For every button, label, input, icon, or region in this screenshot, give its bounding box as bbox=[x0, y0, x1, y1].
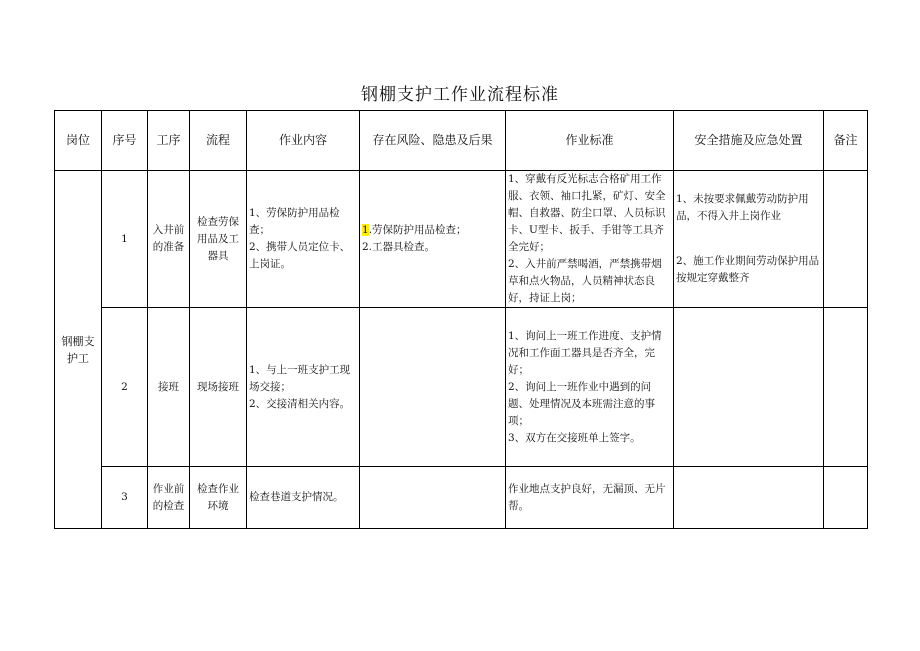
content-cell bbox=[247, 308, 360, 467]
table-row bbox=[55, 171, 868, 308]
seq-cell: 3 bbox=[102, 467, 148, 529]
seq-cell: 1 bbox=[102, 171, 148, 308]
header-row bbox=[55, 111, 868, 171]
highlight-mark: 1 bbox=[362, 224, 369, 236]
step-cell: 接班 bbox=[148, 308, 190, 467]
table-row bbox=[55, 467, 868, 529]
spacer bbox=[676, 225, 821, 253]
standard-line: 作业地点支护良好，无漏顶、无片帮。 bbox=[508, 482, 666, 512]
risk-line bbox=[362, 222, 503, 239]
safety-line: 2、施工作业期间劳动保护用品按规定穿戴整齐 bbox=[676, 255, 820, 284]
header-cell: 序号 bbox=[102, 111, 148, 171]
risk-line: 2.工器具检查。 bbox=[362, 241, 436, 253]
note-cell bbox=[824, 171, 868, 308]
process-cell: 检查作业环境 bbox=[190, 467, 247, 529]
risk-cell bbox=[360, 467, 506, 529]
header-cell: 工序 bbox=[148, 111, 190, 171]
safety-cell bbox=[674, 171, 824, 308]
workflow-table bbox=[54, 110, 868, 529]
header-cell: 存在风险、隐患及后果 bbox=[360, 111, 506, 171]
standard-line: 2、入井前严禁喝酒，严禁携带烟草和点火物品，人员精神状态良好，持证上岗； bbox=[508, 258, 662, 304]
header-cell: 备注 bbox=[824, 111, 868, 171]
table-row bbox=[55, 308, 868, 467]
note-cell bbox=[824, 467, 868, 529]
header-cell: 流程 bbox=[190, 111, 247, 171]
content-line: 1、劳保防护用品检查； bbox=[249, 207, 340, 236]
process-cell: 现场接班 bbox=[190, 308, 247, 467]
risk-cell bbox=[360, 308, 506, 467]
post-cell bbox=[55, 171, 102, 529]
risk-text: .劳保防护用品检查； bbox=[368, 224, 467, 236]
note-cell bbox=[824, 308, 868, 467]
post-label: 钢棚支护工 bbox=[61, 334, 95, 365]
standard-line: 1、穿戴有反光标志合格矿用工作服、衣领、袖口扎紧，矿灯、安全帽、自救器、防尘口罩、人员标识卡、U型卡、扳手、手钳等工具齐全完好； bbox=[508, 173, 666, 253]
document-title: 钢棚支护工作业流程标准 bbox=[361, 85, 559, 105]
seq-cell: 2 bbox=[102, 308, 148, 467]
header-cell: 作业内容 bbox=[247, 111, 360, 171]
content-line: 2、交接清相关内容。 bbox=[249, 397, 351, 410]
safety-cell bbox=[674, 308, 824, 467]
content-cell bbox=[247, 171, 360, 308]
content-cell bbox=[247, 467, 360, 529]
header-cell: 安全措施及应急处置 bbox=[674, 111, 824, 171]
standard-line: 2、询问上一班作业中遇到的问题、处理情况及本班需注意的事项； bbox=[508, 380, 655, 427]
standard-line: 1、询问上一班工作进度、支护情况和工作面工器具是否齐全，完好； bbox=[508, 329, 662, 376]
content-line: 检查巷道支护情况。 bbox=[249, 491, 344, 503]
standard-line: 3、双方在交接班单上签字。 bbox=[508, 431, 641, 444]
standard-cell bbox=[506, 308, 674, 467]
content-line: 2、携带人员定位卡、上岗证。 bbox=[249, 241, 351, 270]
safety-cell bbox=[674, 467, 824, 529]
header-cell: 作业标准 bbox=[506, 111, 674, 171]
standard-cell bbox=[506, 467, 674, 529]
process-cell: 检查劳保用品及工器具 bbox=[190, 171, 247, 308]
standard-cell bbox=[506, 171, 674, 308]
header-cell: 岗位 bbox=[55, 111, 102, 171]
content-line: 1、与上一班支护工现场交接； bbox=[249, 363, 351, 393]
safety-line: 1、未按要求佩戴劳动防护用品，不得入井上岗作业 bbox=[676, 193, 809, 222]
risk-cell bbox=[360, 171, 506, 308]
step-cell: 入井前的准备 bbox=[148, 171, 190, 308]
step-cell: 作业前的检查 bbox=[148, 467, 190, 529]
